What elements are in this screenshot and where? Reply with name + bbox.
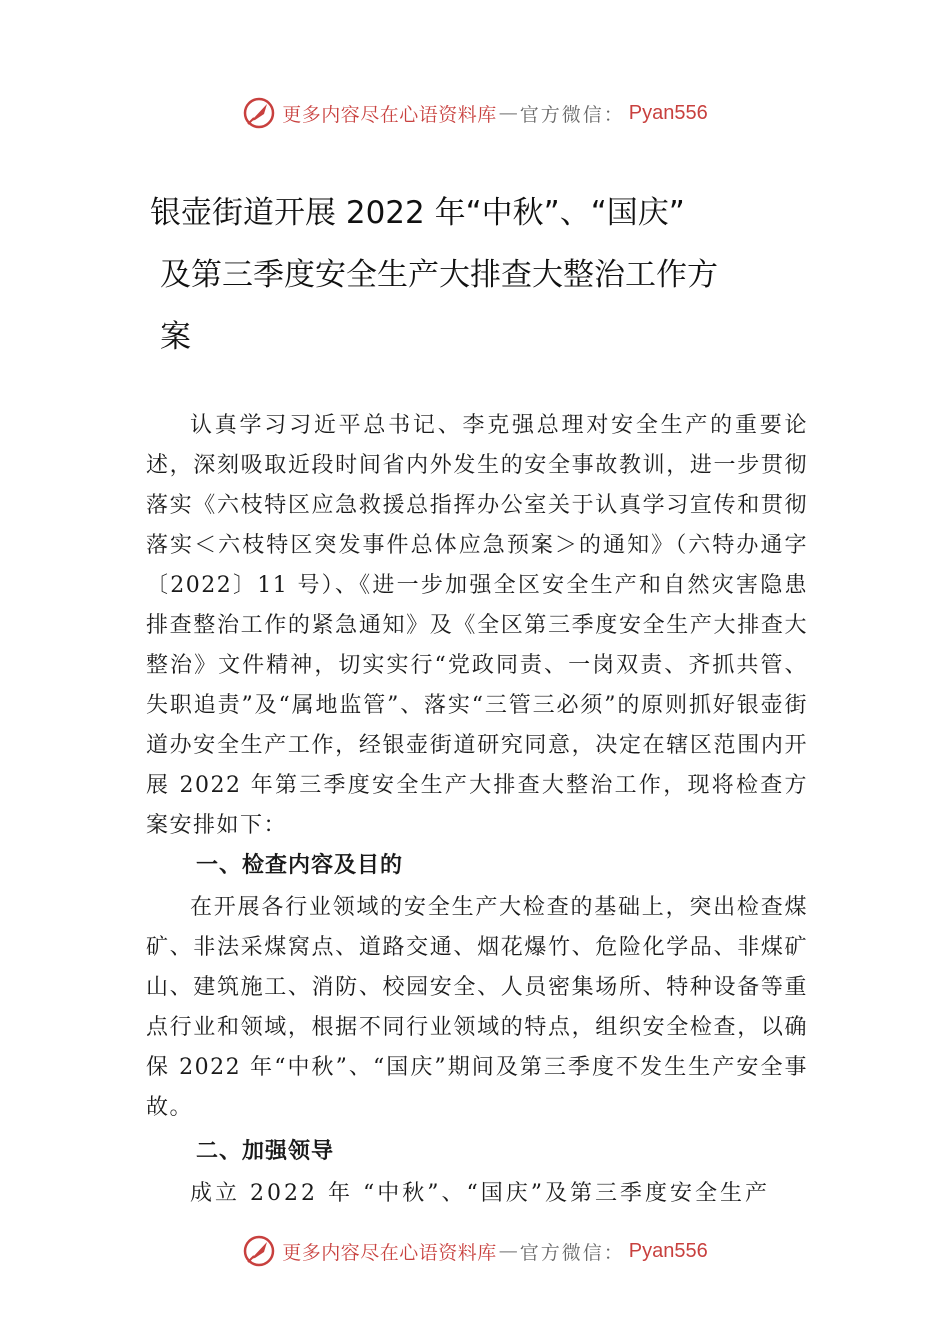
document-title [150,182,810,368]
watermark-brand: 更多内容尽在心语资料库 [282,1241,497,1264]
section-2-paragraph: 成立 2022 年 “中秋”、“国庆”及第三季度安全生产 [190,1181,770,1206]
title-line-3: 案 [160,319,191,355]
watermark-footer [0,1234,950,1268]
watermark-separator: — [498,1240,518,1262]
watermark-wechat-id: Pyan556 [628,101,708,124]
title-line-1: 银壶街道开展 2022 年“中秋”、“国庆” [150,195,685,231]
title-line-2: 及第三季度安全生产大排查大整治工作方 [160,257,718,293]
quill-logo-icon [242,1234,276,1268]
watermark-wechat-label: 官方微信： [519,1241,625,1264]
watermark-wechat-label: 官方微信： [519,103,625,126]
section-2-heading: 二、加强领导 [196,1139,335,1164]
intro-paragraph: 认真学习习近平总书记、李克强总理对安全生产的重要论述，深刻吸取近段时间省内外发生的安全事故教训，进一步贯彻落实《六枝特区应急救援总指挥办公室关于认真学习宣传和贯彻落实＜六枝特区突发事件总体应急预案＞的通知》（六特办通字〔2022〕11 号）、《进一步加强全区安全生产和自然灾害隐患排查整治工作的紧急通知》及《全区第三季度安全生产大排查大整治》文件精神，切实实行“党政同责、一岗双责、齐抓共管、失职追责”及“属地监管”、落实“三管三必须”的原则抓好银壶街道办安全生产工作，经银壶街道研究同意，决定在辖区范围内开展 2022 年第三季度安全生产大排查大整治工作，现将检查方案安排如下： [146,413,808,838]
watermark-wechat-id: Pyan556 [628,1239,708,1262]
watermark-header [0,96,950,130]
section-1-heading: 一、检查内容及目的 [196,853,404,878]
quill-logo-icon [242,96,276,130]
watermark-separator: — [498,102,518,124]
section-1-paragraph: 在开展各行业领域的安全生产大检查的基础上，突出检查煤矿、非法采煤窝点、道路交通、烟花爆竹、危险化学品、非煤矿山、建筑施工、消防、校园安全、人员密集场所、特种设备等重点行业和领域，根据不同行业领域的特点，组织安全检查，以确保 2022 年“中秋”、“国庆”期间及第三季度不发生生产安全事故。 [146,895,808,1120]
document-body [146,406,808,1214]
watermark-brand: 更多内容尽在心语资料库 [282,103,497,126]
